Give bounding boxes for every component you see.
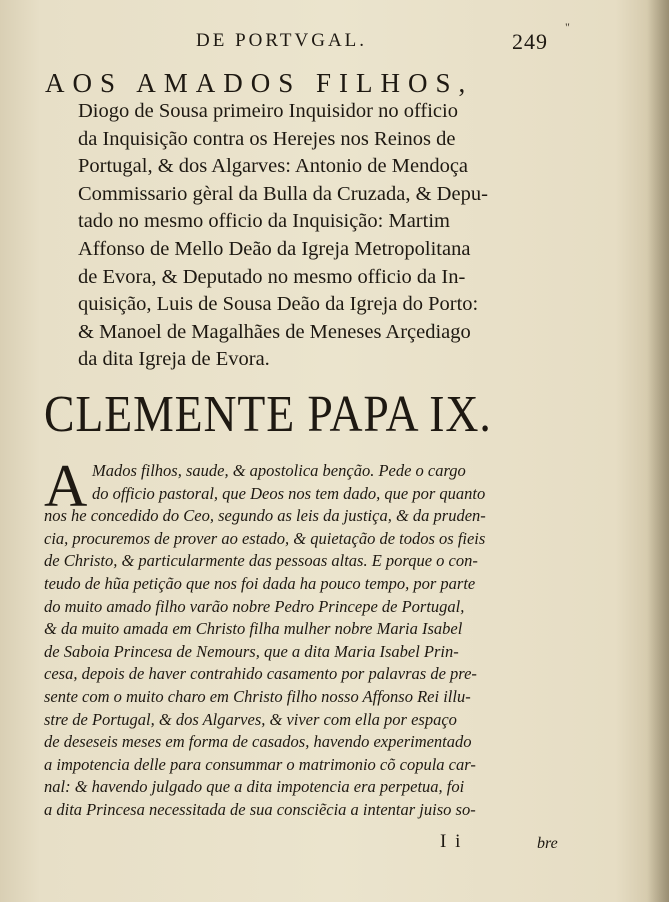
brief-line: cesa, depois de haver contrahido casamento por palavras de pre- xyxy=(44,664,477,684)
page-number: 249 xyxy=(512,29,548,54)
brief-line: do officio pastoral, que Deos nos tem dado, que por quanto xyxy=(92,483,486,503)
brief-line: de Christo, & particularmente das pessoas altas. E porque o con- xyxy=(44,551,478,571)
catchword: bre xyxy=(537,835,558,852)
address-line: da dita Igreja de Evora. xyxy=(78,348,270,371)
brief-line: nos he concedido do Ceo, segundo as leis da justiça, & da pruden- xyxy=(44,506,486,526)
address-line: Affonso de Mello Deão da Igreja Metropolitana xyxy=(78,237,471,260)
running-head: DE PORTVGAL. xyxy=(196,30,368,51)
address-line: & Manoel de Magalhães de Meneses Arçediago xyxy=(78,320,471,343)
brief-line: teudo de hũa petição que nos foi dada ha pouco tempo, por parte xyxy=(44,573,476,593)
address-heading: AOS AMADOS FILHOS, xyxy=(45,68,474,98)
brief-line: & da muito amada em Christo filha mulher nobre Maria Isabel xyxy=(44,619,463,639)
corner-mark: " xyxy=(565,20,570,34)
brief-line: do muito amado filho varão nobre Pedro Princepe de Portugal, xyxy=(44,596,465,616)
brief-line: a impotencia delle para consummar o matrimonio cõ copula car- xyxy=(44,754,476,774)
brief-line: nal: & havendo julgado que a dita impotencia era perpetua, foi xyxy=(44,777,465,797)
address-paragraph xyxy=(78,98,558,374)
brief-line: sente com o muito charo em Christo filho nosso Affonso Rei illu- xyxy=(44,686,471,706)
address-line: tado no mesmo officio da Inquisição: Martim xyxy=(78,210,450,233)
address-line: Commissario gèral da Bulla da Cruzada, & Depu- xyxy=(78,182,488,205)
brief-line: de Saboia Princesa de Nemours, que a dita Maria Isabel Prin- xyxy=(44,641,459,661)
address-line: Diogo de Sousa primeiro Inquisidor no officio xyxy=(78,100,458,122)
brief-line: de deseseis meses em forma de casados, havendo experimentado xyxy=(44,732,472,752)
signature-mark: I i xyxy=(440,831,463,852)
address-line: de Evora, & Deputado no mesmo officio da In- xyxy=(78,265,466,288)
address-line: quisição, Luis de Sousa Deão da Igreja do Porto: xyxy=(78,293,479,316)
brief-paragraph xyxy=(44,460,564,822)
address-line: da Inquisição contra os Herejes nos Reinos de xyxy=(78,127,456,150)
address-line: Portugal, & dos Algarves: Antonio de Mendoça xyxy=(78,155,469,178)
brief-line: cia, procuremos de prover ao estado, & quietação de todos os fieis xyxy=(44,528,486,548)
drop-cap: A xyxy=(44,453,88,519)
brief-title: CLEMENTE PAPA IX. xyxy=(44,386,492,443)
brief-line: stre de Portugal, & dos Algarves, & viver com ella por espaço xyxy=(44,709,457,729)
brief-line: Mados filhos, saude, & apostolica benção. Pede o cargo xyxy=(92,461,466,480)
brief-line: a dita Princesa necessitada de sua consciẽcia a intentar juiso so- xyxy=(44,799,476,819)
